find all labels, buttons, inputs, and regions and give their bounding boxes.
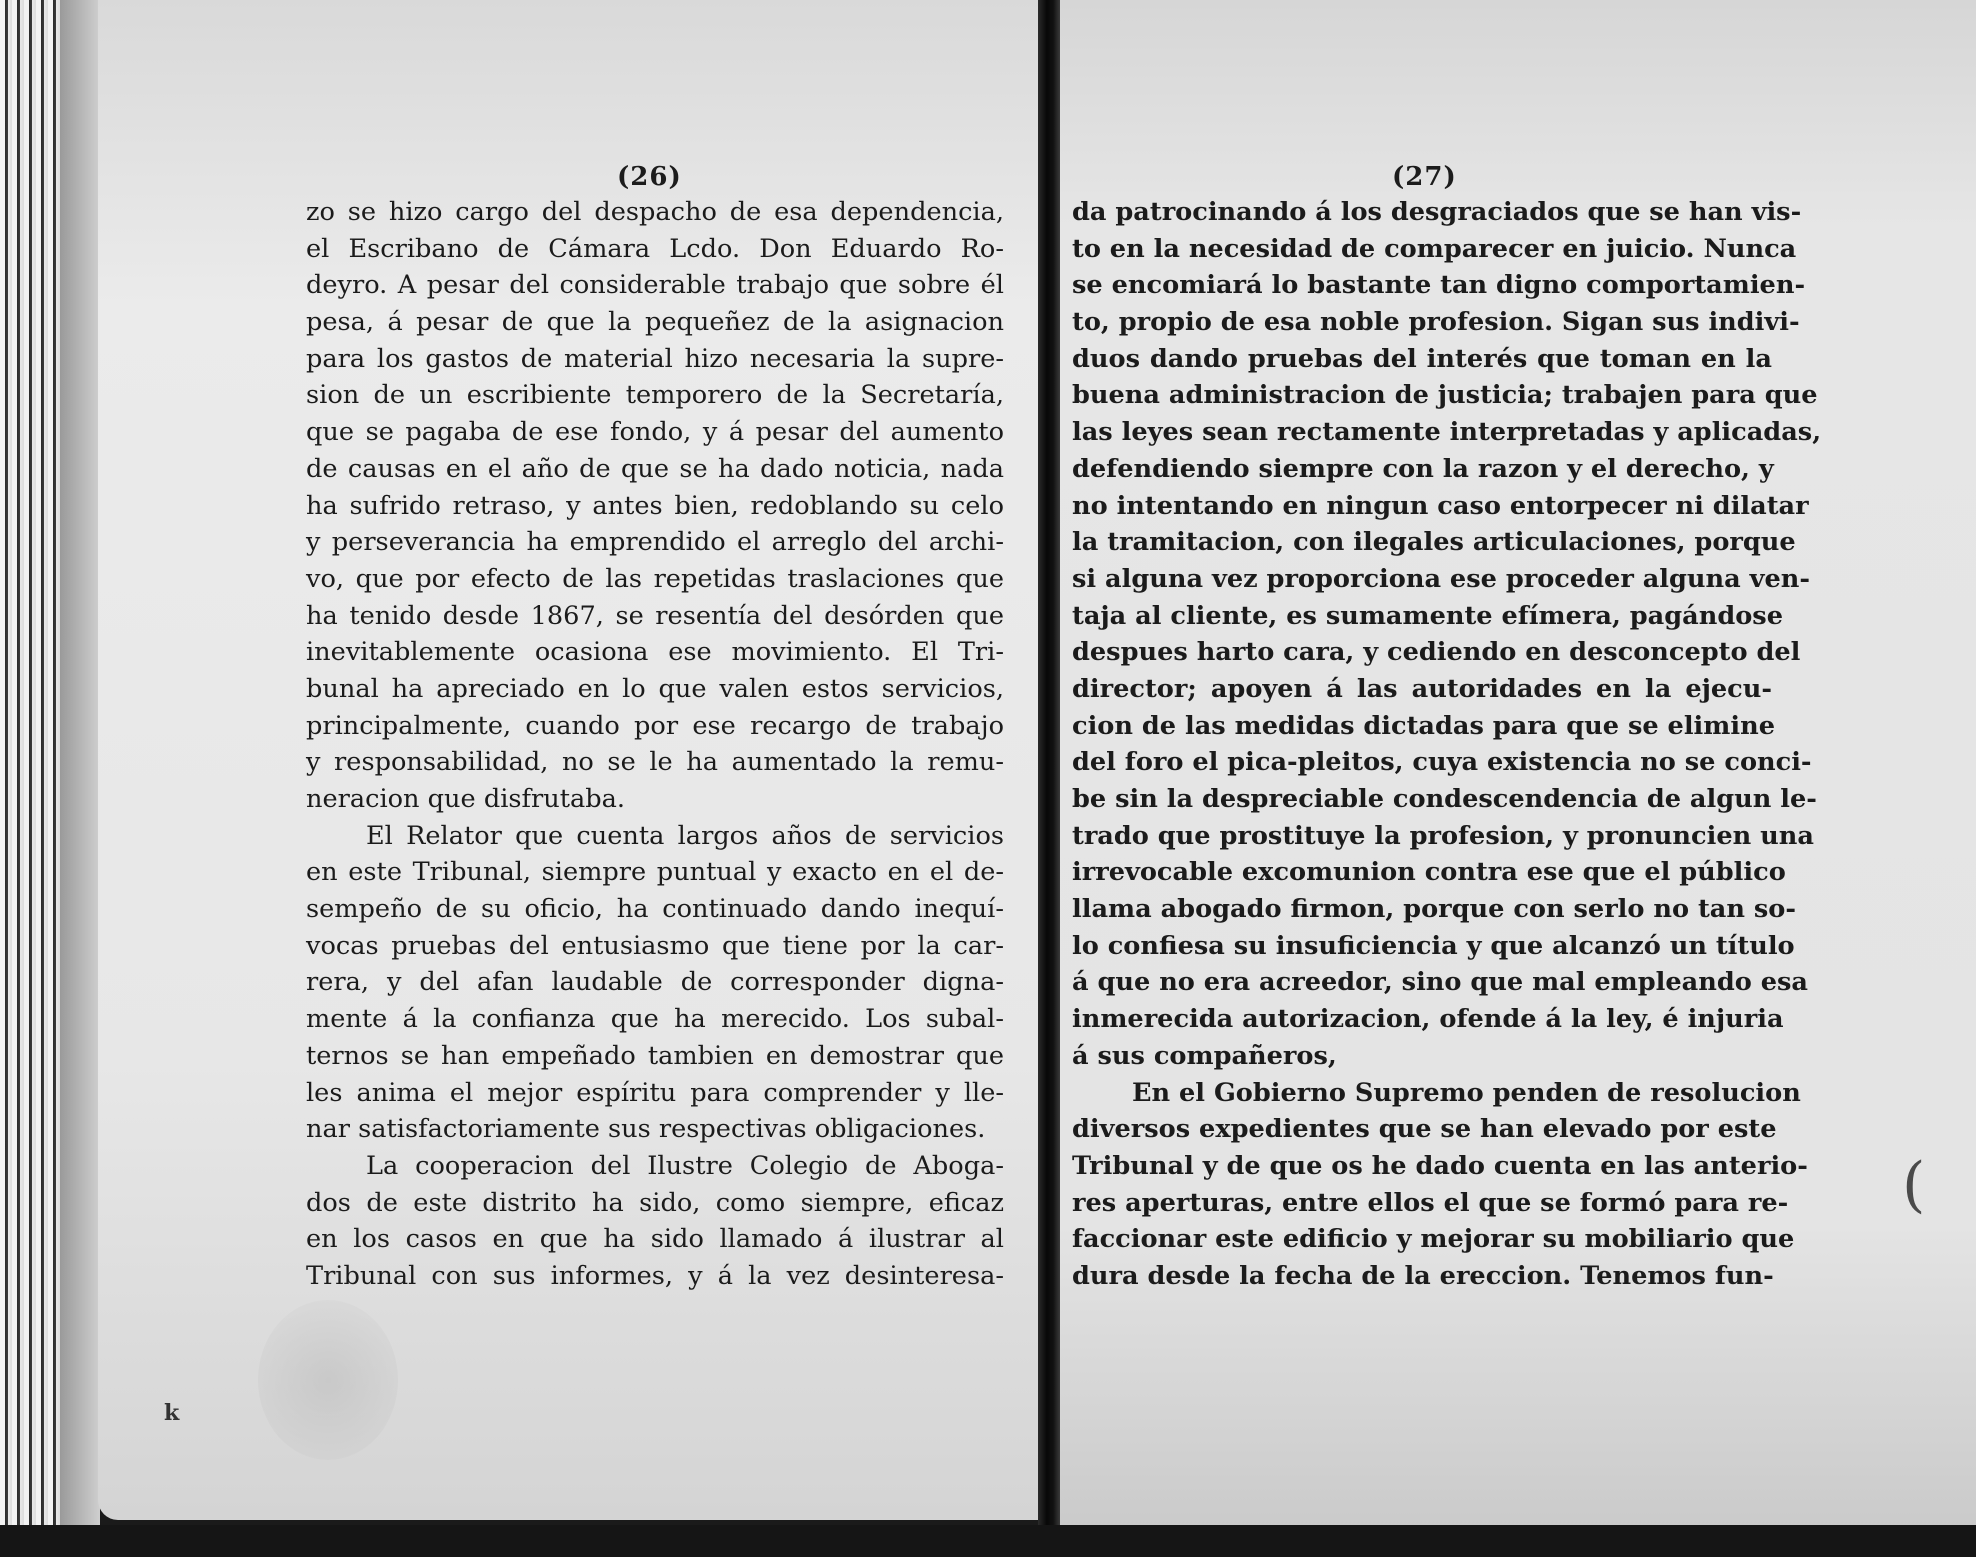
text-line: que se pagaba de ese fondo, y á pesar del aumento <box>306 417 1004 448</box>
text-line: sion de un escribiente temporero de la Secretaría, <box>306 380 1004 411</box>
text-line: deyro. A pesar del considerable trabajo que sobre él <box>306 270 1004 301</box>
scan-bottom-edge <box>0 1525 1976 1557</box>
text-line: en este Tribunal, siempre puntual y exacto en el de- <box>306 857 1004 888</box>
text-line: bunal ha apreciado en lo que valen estos servicios, <box>306 673 1004 704</box>
text-line: rera, y del afan laudable de corresponder digna- <box>306 967 1004 998</box>
text-line: diversos expedientes que se han elevado por este <box>1072 1114 1777 1145</box>
text-line: sempeño de su oficio, ha continuado dando inequí- <box>306 894 1004 925</box>
text-line: buena administracion de justicia; trabajen para que <box>1072 380 1818 411</box>
text-line: de causas en el año de que se ha dado noticia, nada <box>306 453 1004 484</box>
text-line: inmerecida autorizacion, ofende á la ley, é injuria <box>1072 1004 1784 1035</box>
text-line: ternos se han empeñado tambien en demostrar que <box>306 1040 1004 1071</box>
text-line: ha tenido desde 1867, se resentía del desórden que <box>306 600 1004 631</box>
text-line: La cooperacion del Ilustre Colegio de Aboga- <box>366 1150 1004 1181</box>
text-line: dos de este distrito ha sido, como siempre, eficaz <box>306 1187 1004 1218</box>
text-line: be sin la despreciable condescendencia de algun le- <box>1072 784 1817 814</box>
text-line: despues harto cara, y cediendo en desconcepto del <box>1072 637 1801 668</box>
text-line: En el Gobierno Supremo penden de resolucion <box>1132 1077 1801 1108</box>
text-line: las leyes sean rectamente interpretadas y aplicadas, <box>1072 417 1822 448</box>
text-line: principalmente, cuando por ese recargo de trabajo <box>306 710 1004 741</box>
left-margin-mark: k <box>164 1400 180 1426</box>
text-line: para los gastos de material hizo necesaria la supre- <box>306 343 1004 374</box>
text-line: la tramitacion, con ilegales articulaciones, porque <box>1072 527 1796 558</box>
text-line: en los casos en que ha sido llamado á ilustrar al <box>306 1224 1004 1255</box>
text-line: inevitablemente ocasiona ese movimiento. El Tri- <box>306 637 1004 668</box>
text-line: les anima el mejor espíritu para comprender y lle- <box>306 1077 1004 1108</box>
text-line: el Escribano de Cámara Lcdo. Don Eduardo Ro- <box>306 233 1004 264</box>
right-page-number: (27) <box>1392 162 1457 192</box>
text-line: Tribunal con sus informes, y á la vez desinteresa- <box>306 1260 1004 1291</box>
text-line: ha sufrido retraso, y antes bien, redoblando su celo <box>306 490 1004 521</box>
text-line: da patrocinando á los desgraciados que se han vis- <box>1072 197 1802 227</box>
left-page-text <box>306 194 1004 1295</box>
page-stack-edge <box>0 0 100 1557</box>
text-line: y perseverancia ha emprendido el arreglo del archi- <box>306 527 1004 558</box>
text-line: El Relator que cuenta largos años de servicios <box>366 820 1004 851</box>
text-line: nar satisfactoriamente sus respectivas obligaciones. <box>306 1114 986 1145</box>
left-page-number: (26) <box>617 162 682 192</box>
text-line: y responsabilidad, no se le ha aumentado la remu- <box>306 747 1004 778</box>
text-line: pesa, á pesar de que la pequeñez de la asignacion <box>306 307 1004 338</box>
text-line: to, propio de esa noble profesion. Sigan sus indivi- <box>1072 307 1800 338</box>
text-line: res aperturas, entre ellos el que se formó para re- <box>1072 1187 1789 1218</box>
text-line: dura desde la fecha de la ereccion. Tenemos fun- <box>1072 1260 1774 1291</box>
book-gutter <box>1038 0 1060 1557</box>
right-page-text <box>1072 194 1822 1295</box>
text-line: llama abogado firmon, porque con serlo no tan so- <box>1072 894 1796 925</box>
text-line: defendiendo siempre con la razon y el derecho, y <box>1072 453 1774 484</box>
text-line: del foro el pica-pleitos, cuya existencia no se conci- <box>1072 747 1812 778</box>
text-line: neracion que disfrutaba. <box>306 784 626 814</box>
text-line: trado que prostituye la profesion, y pronuncien una <box>1072 820 1814 851</box>
text-line: zo se hizo cargo del despacho de esa dependencia, <box>306 197 1004 227</box>
text-line: se encomiará lo bastante tan digno comportamien- <box>1072 270 1806 301</box>
text-line: vo, que por efecto de las repetidas traslaciones que <box>306 563 1004 594</box>
page-stain <box>258 1300 398 1460</box>
text-line: lo confiesa su insuficiencia y que alcanzó un título <box>1072 930 1795 961</box>
text-line: no intentando en ningun caso entorpecer ni dilatar <box>1072 490 1809 521</box>
text-line: faccionar este edificio y mejorar su mobiliario que <box>1072 1224 1795 1255</box>
text-line: cion de las medidas dictadas para que se elimine <box>1072 710 1775 741</box>
text-line: irrevocable excomunion contra ese que el público <box>1072 857 1786 888</box>
text-line: á sus compañeros, <box>1072 1040 1337 1071</box>
text-line: vocas pruebas del entusiasmo que tiene por la car- <box>306 930 1004 961</box>
text-line: duos dando pruebas del interés que toman en la <box>1072 343 1772 374</box>
text-line: taja al cliente, es sumamente efímera, pagándose <box>1072 600 1783 631</box>
text-line: to en la necesidad de comparecer en juicio. Nunca <box>1072 233 1797 264</box>
text-line: á que no era acreedor, sino que mal empleando esa <box>1072 967 1808 998</box>
text-line: mente á la confianza que ha merecido. Los subal- <box>306 1004 1004 1035</box>
text-line: director; apoyen á las autoridades en la ejecu- <box>1072 673 1772 704</box>
right-margin-mark: ( <box>1902 1150 1926 1220</box>
text-line: si alguna vez proporciona ese proceder alguna ven- <box>1072 563 1811 594</box>
text-line: Tribunal y de que os he dado cuenta en las anterio- <box>1072 1150 1808 1181</box>
